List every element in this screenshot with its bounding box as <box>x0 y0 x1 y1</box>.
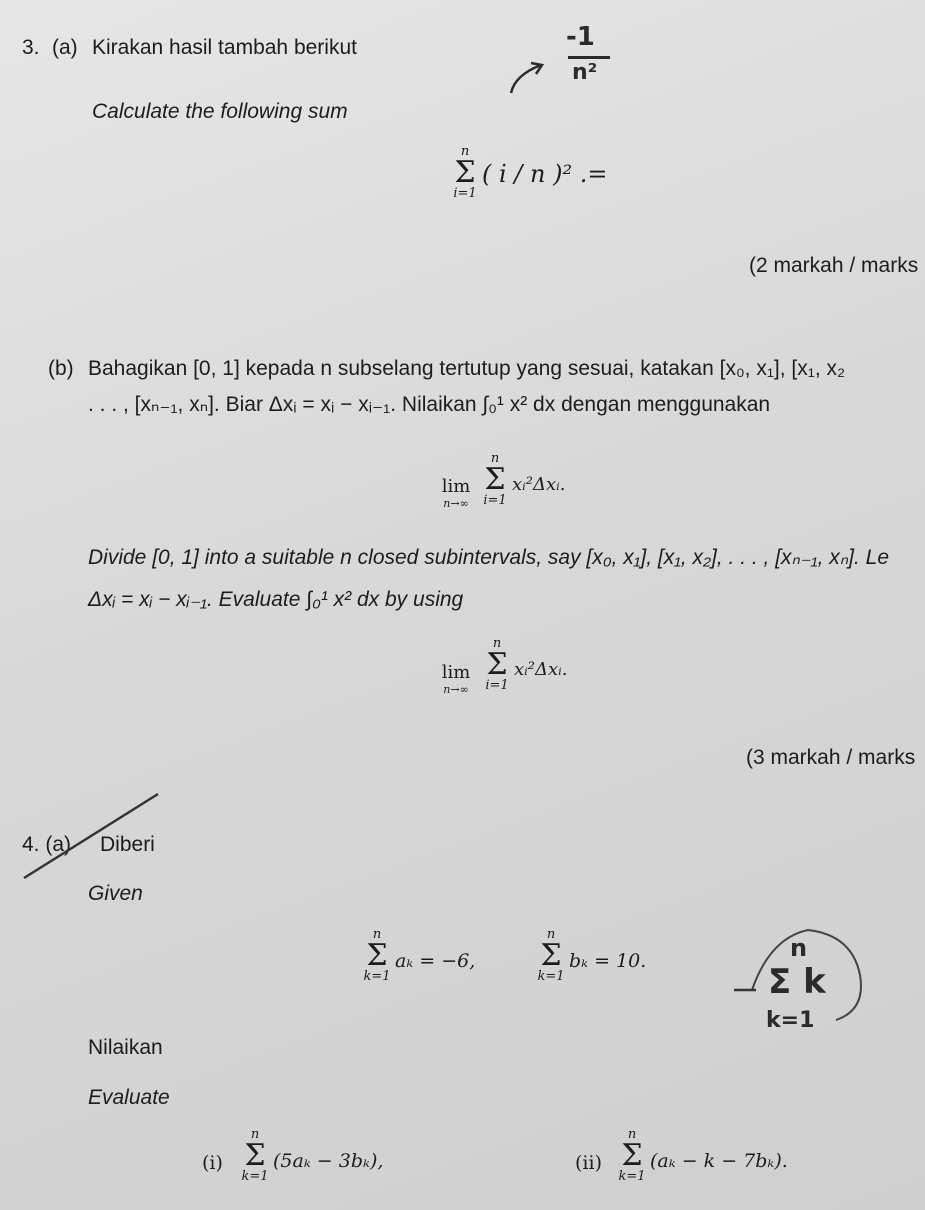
sigma-symbol: Σ <box>540 938 562 973</box>
question-3b-malay-line2: . . . , [xₙ₋₁, xₙ]. Biar Δxᵢ = xᵢ − xᵢ₋₁. Nilaikan ∫₀¹ x² dx dengan menggunakan <box>88 393 771 416</box>
part-ii-lower: k=1 <box>618 1169 646 1184</box>
given-sum-b-lower: k=1 <box>537 969 565 984</box>
question-3b-english-line1: Divide [0, 1] into a suitable n closed subintervals, say [x₀, x₁], [x₁, x₂], . . . , [xₙ₋₁, xₙ]. Le <box>88 546 890 569</box>
question-3b-label: (b) <box>48 357 74 380</box>
given-sum-b-upper: n <box>546 927 556 942</box>
sum-3b-1-lower: i=1 <box>483 493 507 508</box>
part-ii-body: (aₖ − k − 7bₖ). <box>650 1150 788 1172</box>
question-3a-label: (a) <box>52 36 78 59</box>
sigma-symbol: Σ <box>454 155 476 190</box>
sigma-symbol: Σ <box>484 462 506 497</box>
sigma-symbol: Σ <box>244 1138 266 1173</box>
question-3a-malay: Kirakan hasil tambah berikut <box>92 36 357 59</box>
given-sum-a-body: aₖ = −6, <box>395 950 476 972</box>
sum-3b-2-upper: n <box>492 636 502 651</box>
handwritten-denominator: n² <box>572 60 598 85</box>
given-sum-a-upper: n <box>372 927 382 942</box>
given-sum-a-lower: k=1 <box>363 969 391 984</box>
lim-label: lim <box>441 662 471 683</box>
lim-sub: n→∞ <box>443 497 469 510</box>
handwritten-sum-upper: n <box>790 934 808 962</box>
lim-label: lim <box>441 476 471 497</box>
sigma-symbol: Σ <box>366 938 388 973</box>
question-4a-english: Given <box>88 882 143 905</box>
question-3b-malay-line1: Bahagikan [0, 1] kepada n subselang tertutup yang sesuai, katakan [x₀, x₁], [x₁, x₂ <box>88 357 846 380</box>
evaluate-malay: Nilaikan <box>88 1036 163 1059</box>
lim-sub: n→∞ <box>443 683 469 696</box>
question-3a-english: Calculate the following sum <box>92 100 348 123</box>
sum-3a-upper: n <box>460 144 470 159</box>
part-ii-label: (ii) <box>575 1152 602 1174</box>
evaluate-english: Evaluate <box>88 1086 170 1109</box>
sum-3b-2-lower: i=1 <box>485 678 509 693</box>
handwritten-sum-lower: k=1 <box>766 1008 815 1033</box>
given-sum-b-body: bₖ = 10. <box>569 950 647 972</box>
part-ii-upper: n <box>627 1127 637 1142</box>
handwritten-sum-body: Σ k <box>768 962 826 1002</box>
handwritten-numerator: -1 <box>566 22 595 52</box>
question-4a-malay: Diberi <box>100 833 155 856</box>
question-3a-marks: (2 markah / marks <box>749 254 919 277</box>
sigma-symbol: Σ <box>486 647 508 682</box>
sum-3a-lower: i=1 <box>453 186 477 201</box>
sigma-symbol: Σ <box>621 1138 643 1173</box>
part-i-upper: n <box>250 1127 260 1142</box>
question-4a-number: 4. (a) <box>22 833 72 856</box>
question-3b-marks: (3 markah / marks <box>746 746 916 769</box>
sum-3b-1-body: xᵢ²Δxᵢ. <box>512 474 566 495</box>
part-i-lower: k=1 <box>241 1169 269 1184</box>
sum-3b-1-upper: n <box>490 451 500 466</box>
question-3b-english-line2: Δxᵢ = xᵢ − xᵢ₋₁. Evaluate ∫₀¹ x² dx by using <box>88 588 464 611</box>
sum-3b-2-body: xᵢ²Δxᵢ. <box>514 659 568 680</box>
part-i-body: (5aₖ − 3bₖ), <box>273 1150 384 1172</box>
part-i-label: (i) <box>202 1152 223 1174</box>
sum-3a-body: ( i / n )² .= <box>482 160 608 188</box>
question-3-number: 3. <box>22 36 40 59</box>
